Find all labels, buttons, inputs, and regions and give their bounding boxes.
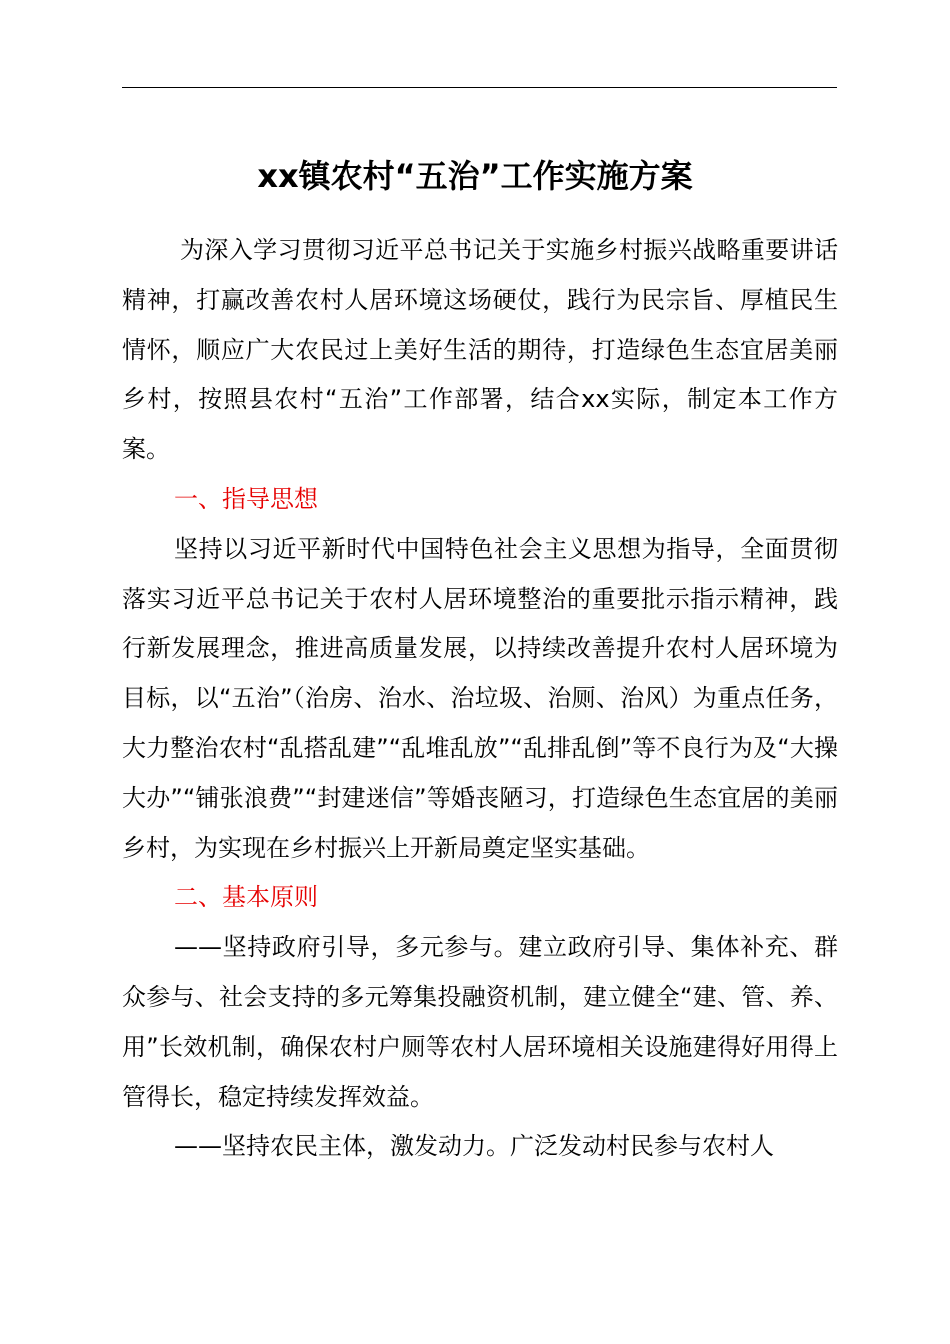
header-rule bbox=[122, 87, 837, 88]
section-heading: 二、基本原则 bbox=[174, 883, 318, 912]
document-title: xx镇农村“五治”工作实施方案 bbox=[257, 157, 693, 195]
section-basic-principles bbox=[122, 873, 838, 1172]
section-heading: 一、指导思想 bbox=[174, 484, 318, 513]
body-paragraph: 坚持以习近平新时代中国特色社会主义思想为指导，全面贯彻落实习近平总书记关于农村人居环境整治的重要批示指示精神，践行新发展理念，推进高质量发展，以持续改善提升农村人居环境为目标，以“五治”（治房、治水、治垃圾、治厕、治风）为重点任务，大力整治农村“乱搭乱建”“乱堆乱放”“乱排乱倒”等不良行为及“大操大办”“铺张浪费”“封建迷信”等婚丧陋习，打造绿色生态宜居的美丽乡村，为实现在乡村振兴上开新局奠定坚实基础。 bbox=[122, 534, 838, 862]
intro-paragraph: 为深入学习贯彻习近平总书记关于实施乡村振兴战略重要讲话精神，打赢改善农村人居环境这场硬仗，践行为民宗旨、厚植民生情怀，顺应广大农民过上美好生活的期待，打造绿色生态宜居美丽乡村，按照县农村“五治”工作部署，结合xx实际，制定本工作方案。 bbox=[122, 236, 838, 464]
body-paragraph: ——坚持农民主体，激发动力。广泛发动村民参与农村人 bbox=[174, 1132, 774, 1161]
section-guiding-ideology bbox=[122, 475, 838, 873]
body-paragraph: ——坚持政府引导，多元参与。建立政府引导、集体补充、群众参与、社会支持的多元筹集投融资机制，建立健全“建、管、养、用”长效机制，确保农村户厕等农村人居环境相关设施建得好用得上管得长，稳定持续发挥效益。 bbox=[122, 933, 838, 1111]
document-body bbox=[122, 226, 838, 1172]
